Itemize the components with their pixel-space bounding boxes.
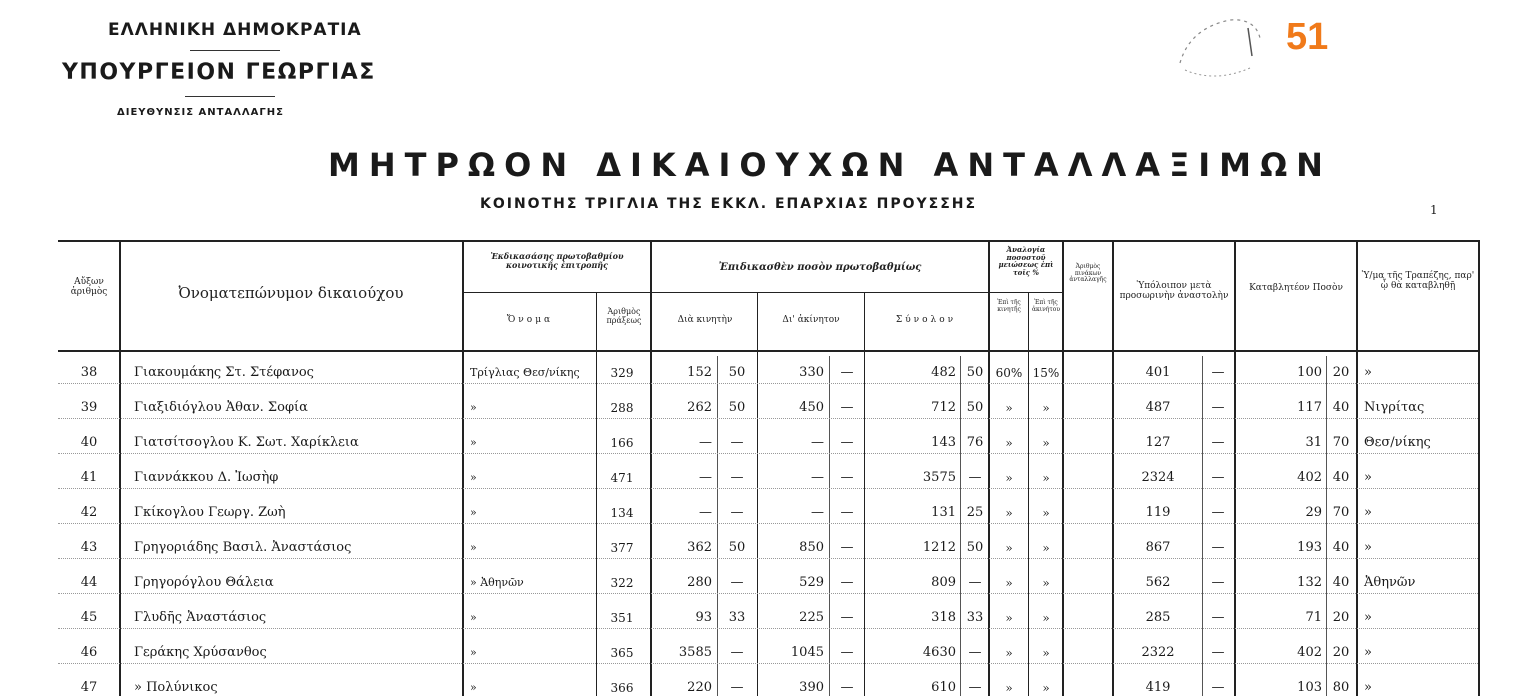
cell-ratio-movable: » [1005,506,1013,520]
cell-immovable: 529 [799,575,824,590]
cell-movable-fraction: — [730,470,744,485]
cell-movable: 362 [687,540,712,555]
cell-remaining-fraction: — [1211,470,1225,485]
header-committee-name: Ὄνομα [506,315,554,325]
cell-ratio-movable: » [1005,401,1013,415]
cell-committee: » Ἀθηνῶν [470,576,524,589]
cell-serial: 45 [80,610,98,625]
header-ratio-group: Ἀναλογία ποσοστοῦ μειώσεως ἐπὶ τοῖς % [998,245,1054,278]
cell-payable: 100 [1297,365,1322,380]
table-header-rule [58,350,1480,352]
header-rule [190,50,280,51]
cell-decision-no: 288 [610,401,634,415]
cell-remaining: 562 [1145,575,1171,590]
cell-remaining: 2324 [1141,470,1175,485]
cell-committee: » [470,436,477,449]
cell-committee: » [470,611,477,624]
cell-remaining: 119 [1145,505,1171,520]
cell-remaining-fraction: — [1211,610,1225,625]
cell-ratio-movable: » [1005,681,1013,695]
cell-payable: 103 [1297,680,1322,695]
cell-ratio-immovable: » [1042,401,1050,415]
cell-remaining: 127 [1145,435,1171,450]
cell-total-fraction: 50 [966,540,984,555]
cell-remaining-fraction: — [1211,365,1225,380]
cell-branch: Νιγρίτας [1364,400,1425,415]
cell-payable-fraction: 70 [1332,435,1350,450]
cell-total: 482 [931,365,956,380]
cell-total-fraction: 50 [966,400,984,415]
cell-payable: 402 [1297,645,1322,660]
cell-branch: » [1364,680,1372,695]
header-remaining: Ὑπόλοιπον μετὰ προσωρινὴν ἀναστολὴν [1119,281,1229,301]
cell-total-fraction: 25 [966,505,984,520]
cell-decision-no: 166 [610,436,634,450]
cell-ratio-movable: » [1005,436,1013,450]
cell-branch: Ἀθηνῶν [1364,575,1416,590]
cell-movable-fraction: 50 [728,365,746,380]
cell-remaining: 401 [1145,365,1171,380]
header-branch: Ὑ/μα τῆς Τραπέζης, παρ' ᾧ θὰ καταβληθῇ [1361,271,1475,291]
cell-payable: 402 [1297,470,1322,485]
header-committee-group: Ἐκδικασάσης πρωτοβαθμίου κοινοτικῆς ἐπιτροπῆς [490,251,624,270]
cell-ratio-immovable: » [1042,436,1050,450]
cell-ratio-movable: 60% [995,366,1023,380]
cell-immovable: — [811,505,824,520]
cell-payable: 29 [1305,505,1322,520]
cell-beneficiary-name: Γεράκης Χρύσανθος [134,645,267,660]
cell-serial: 47 [80,680,98,695]
cell-remaining: 419 [1145,680,1171,695]
cell-movable: — [699,435,712,450]
cell-immovable: 850 [799,540,824,555]
cell-branch: » [1364,645,1372,660]
cell-payable-fraction: 20 [1332,645,1350,660]
header-immovable: Δι' ἀκίνητον [782,315,840,325]
cell-payable-fraction: 20 [1332,365,1350,380]
cell-immovable-fraction: — [840,400,854,415]
cell-movable: 152 [687,365,712,380]
cell-committee: » [470,681,477,694]
cell-beneficiary-name: Γρηγορόγλου Θάλεια [134,575,274,590]
header-ratio-movable: Ἐπὶ τῆς κινητῆς [997,299,1021,313]
cell-decision-no: 377 [610,541,634,555]
cell-beneficiary-name: Γιακουμάκης Στ. Στέφανος [134,365,314,380]
cell-committee: Τρίγλιας Θεσ/νίκης [470,366,580,379]
cell-committee: » [470,541,477,554]
sheet-number: 1 [1430,203,1438,217]
cell-immovable-fraction: — [840,645,854,660]
table-top-rule [58,240,1480,242]
cell-beneficiary-name: Γλυδῆς Ἀναστάσιος [134,610,267,625]
cell-ratio-movable: » [1005,471,1013,485]
document-title: ΜΗΤΡΩΟΝ ΔΙΚΑΙΟΥΧΩΝ ΑΝΤΑΛΛΑΞΙΜΩΝ [328,146,1332,184]
cell-ratio-movable: » [1005,576,1013,590]
header-payable: Καταβλητέον Ποσὸν [1249,283,1343,293]
cell-immovable-fraction: — [840,610,854,625]
cell-movable-fraction: — [730,505,744,520]
cell-committee: » [470,506,477,519]
cell-ratio-immovable: » [1042,646,1050,660]
cell-beneficiary-name: Γρηγοριάδης Βασιλ. Ἀναστάσιος [134,540,352,555]
cell-ratio-immovable: » [1042,611,1050,625]
cell-total: 131 [931,505,956,520]
cell-immovable: — [811,435,824,450]
cell-branch: » [1364,470,1372,485]
cell-remaining: 285 [1145,610,1171,625]
cell-total-fraction: 33 [966,610,984,625]
cell-serial: 42 [80,505,98,520]
cell-total: 143 [931,435,956,450]
cell-remaining-fraction: — [1211,575,1225,590]
cell-branch: Θεσ/νίκης [1364,435,1431,450]
cell-total: 1212 [922,540,956,555]
header-ratio-immovable: Ἐπὶ τῆς ἀκινήτου [1032,299,1060,313]
cell-immovable-fraction: — [840,540,854,555]
cell-payable-fraction: 20 [1332,610,1350,625]
cell-payable: 117 [1297,400,1322,415]
cell-movable: 3585 [678,645,712,660]
cell-movable: — [699,470,712,485]
cell-ratio-movable: » [1005,541,1013,555]
cell-remaining: 2322 [1141,645,1175,660]
cell-movable-fraction: — [730,680,744,695]
cell-total: 3575 [922,470,956,485]
cell-decision-no: 366 [610,681,634,695]
cell-payable: 31 [1305,435,1322,450]
cell-payable-fraction: 40 [1332,540,1350,555]
cell-decision-no: 134 [610,506,634,520]
cell-immovable-fraction: — [840,505,854,520]
cell-ratio-immovable: » [1042,506,1050,520]
cell-serial: 46 [80,645,98,660]
cell-movable-fraction: — [730,575,744,590]
cell-ratio-movable: » [1005,646,1013,660]
cell-movable: — [699,505,712,520]
cell-movable-fraction: — [730,435,744,450]
cell-payable-fraction: 40 [1332,575,1350,590]
cell-remaining-fraction: — [1211,435,1225,450]
header-name: Ὀνοματεπώνυμον δικαιούχου [178,284,404,302]
cell-immovable-fraction: — [840,575,854,590]
cell-ratio-immovable: » [1042,681,1050,695]
cell-branch: » [1364,365,1372,380]
cell-decision-no: 471 [610,471,634,485]
cell-branch: » [1364,540,1372,555]
cell-movable: 93 [695,610,712,625]
page-number: 51 [1286,16,1329,58]
header-rule [185,96,275,97]
header-serial: Αὔξων ἀριθμὸς [70,277,108,297]
cell-payable: 71 [1305,610,1322,625]
cell-movable-fraction: 50 [728,540,746,555]
cell-immovable: 330 [799,365,824,380]
cell-total: 809 [931,575,956,590]
cell-immovable: 390 [799,680,824,695]
cell-serial: 38 [80,365,98,380]
cell-decision-no: 322 [610,576,634,590]
directorate-header: ΔΙΕΥΘΥΝΣΙΣ ΑΝΤΑΛΛΑΓΗΣ [117,107,284,118]
cell-movable-fraction: 50 [728,400,746,415]
cell-remaining-fraction: — [1211,680,1225,695]
cell-movable: 262 [687,400,712,415]
cell-total: 318 [931,610,956,625]
cell-remaining-fraction: — [1211,505,1225,520]
cell-decision-no: 365 [610,646,634,660]
cell-movable-fraction: 33 [728,610,746,625]
cell-ratio-immovable: » [1042,471,1050,485]
cell-payable-fraction: 80 [1332,680,1350,695]
cell-branch: » [1364,505,1372,520]
cell-committee: » [470,401,477,414]
ministry-header: ΥΠΟΥΡΓΕΙΟΝ ΓΕΩΡΓΙΑΣ [62,60,376,85]
cell-ratio-immovable: » [1042,541,1050,555]
cell-immovable: — [811,470,824,485]
header-ticket-no: Ἀριθμὸς πινάκων ἀνταλλαγῆς [1069,263,1107,284]
cell-remaining: 487 [1145,400,1171,415]
government-header: ΕΛΛΗΝΙΚΗ ΔΗΜΟΚΡΑΤΙΑ [108,20,362,40]
cell-immovable: 1045 [790,645,824,660]
stamp-mark [1160,8,1270,88]
cell-immovable: 225 [799,610,824,625]
cell-serial: 40 [80,435,98,450]
cell-total-fraction: — [968,470,982,485]
cell-beneficiary-name: Γιαξιδιόγλου Ἀθαν. Σοφία [134,400,308,415]
cell-payable-fraction: 70 [1332,505,1350,520]
cell-beneficiary-name: » Πολύνικος [134,680,218,695]
cell-total-fraction: 76 [966,435,984,450]
cell-payable: 193 [1297,540,1322,555]
header-amount-group: Ἐπιδικασθὲν ποσὸν πρωτοβαθμίως [718,262,922,273]
cell-payable-fraction: 40 [1332,400,1350,415]
cell-movable: 220 [687,680,712,695]
cell-committee: » [470,471,477,484]
cell-decision-no: 329 [610,366,634,380]
cell-ratio-movable: » [1005,611,1013,625]
document-subtitle: ΚΟΙΝΟΤΗΣ ΤΡΙΓΛΙΑ ΤΗΣ ΕΚΚΛ. ΕΠΑΡΧΙΑΣ ΠΡΟΥΣΣΗΣ [480,196,978,212]
cell-remaining-fraction: — [1211,400,1225,415]
cell-total: 4630 [922,645,956,660]
cell-movable-fraction: — [730,645,744,660]
cell-total: 712 [931,400,956,415]
cell-serial: 41 [80,470,98,485]
cell-remaining-fraction: — [1211,540,1225,555]
cell-serial: 44 [80,575,98,590]
cell-immovable: 450 [799,400,824,415]
cell-beneficiary-name: Γιατσίτσογλου Κ. Σωτ. Χαρίκλεια [134,435,359,450]
cell-branch: » [1364,610,1372,625]
header-total: Σύνολον [895,315,957,325]
cell-immovable-fraction: — [840,365,854,380]
cell-payable: 132 [1297,575,1322,590]
cell-beneficiary-name: Γκίκογλου Γεωργ. Ζωὴ [134,505,286,520]
cell-movable: 280 [687,575,712,590]
cell-immovable-fraction: — [840,435,854,450]
cell-total-fraction: — [968,575,982,590]
cell-payable-fraction: 40 [1332,470,1350,485]
cell-total: 610 [931,680,956,695]
cell-serial: 39 [80,400,98,415]
cell-ratio-immovable: » [1042,576,1050,590]
header-movable: Διὰ κινητὴν [677,315,733,325]
header-decision-no: Ἀριθμὸς πράξεως [606,307,642,325]
cell-remaining: 867 [1145,540,1171,555]
cell-decision-no: 351 [610,611,634,625]
cell-beneficiary-name: Γιαννάκκου Δ. Ἰωσὴφ [134,470,279,485]
cell-total-fraction: — [968,645,982,660]
cell-total-fraction: — [968,680,982,695]
cell-immovable-fraction: — [840,680,854,695]
cell-total-fraction: 50 [966,365,984,380]
cell-remaining-fraction: — [1211,645,1225,660]
cell-immovable-fraction: — [840,470,854,485]
cell-serial: 43 [80,540,98,555]
cell-committee: » [470,646,477,659]
cell-ratio-immovable: 15% [1032,366,1060,380]
